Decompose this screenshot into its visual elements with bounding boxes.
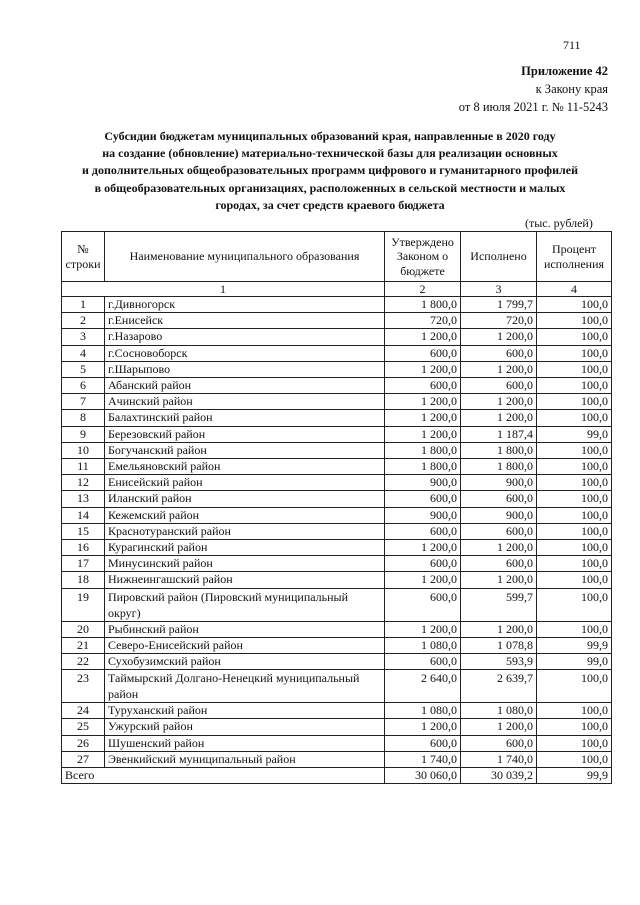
execution-percent: 100,0 [537,410,612,426]
row-number: 21 [62,637,105,653]
execution-percent: 100,0 [537,329,612,345]
row-number: 15 [62,523,105,539]
total-approved: 30 060,0 [385,768,461,784]
execution-percent: 100,0 [537,459,612,475]
approved-amount: 1 200,0 [385,572,461,588]
municipality-name: Ачинский район [105,394,385,410]
row-number: 26 [62,735,105,751]
header-approved: Утверждено Законом о бюджете [385,232,461,282]
executed-amount: 1 799,7 [461,297,537,313]
municipality-name: Березовский район [105,426,385,442]
column-index: 3 [461,282,537,297]
execution-percent: 100,0 [537,556,612,572]
municipality-name: г.Шарыпово [105,361,385,377]
table-row [62,345,612,361]
execution-percent: 100,0 [537,507,612,523]
row-number: 19 [62,588,105,621]
approved-amount: 1 800,0 [385,459,461,475]
executed-amount: 2 639,7 [461,670,537,703]
column-index: 1 [62,282,385,297]
executed-amount: 1 187,4 [461,426,537,442]
table-header-row [62,232,612,282]
header-percent: Процент исполнения [537,232,612,282]
executed-amount: 900,0 [461,475,537,491]
executed-amount: 1 200,0 [461,410,537,426]
executed-amount: 720,0 [461,313,537,329]
table-row [62,572,612,588]
execution-percent: 100,0 [537,540,612,556]
execution-percent: 100,0 [537,588,612,621]
column-index: 4 [537,282,612,297]
table-row [62,297,612,313]
municipality-name: Ужурский район [105,719,385,735]
appendix-law: к Закону края [535,82,608,96]
row-number: 17 [62,556,105,572]
row-number: 10 [62,442,105,458]
municipality-name: г.Дивногорск [105,297,385,313]
row-number: 6 [62,378,105,394]
executed-amount: 600,0 [461,378,537,394]
municipality-name: Иланский район [105,491,385,507]
appendix-block [459,62,608,116]
table-row [62,507,612,523]
approved-amount: 1 800,0 [385,442,461,458]
row-number: 12 [62,475,105,491]
table-row [62,410,612,426]
execution-percent: 100,0 [537,751,612,767]
heading-line: и дополнительных общеобразовательных программ цифрового и гуманитарного профилей [81,163,578,178]
row-number: 9 [62,426,105,442]
municipality-name: Сухобузимский район [105,654,385,670]
municipality-name: Северо-Енисейский район [105,637,385,653]
row-number: 8 [62,410,105,426]
header-name: Наименование муниципального образования [105,232,385,282]
executed-amount: 1 200,0 [461,540,537,556]
table-row [62,491,612,507]
municipality-name: г.Сосновоборск [105,345,385,361]
table-row [62,719,612,735]
municipality-name: Пировский район (Пировский муниципальный округ) [105,588,385,621]
row-number: 22 [62,654,105,670]
execution-percent: 100,0 [537,394,612,410]
executed-amount: 1 200,0 [461,719,537,735]
executed-amount: 1 200,0 [461,361,537,377]
approved-amount: 600,0 [385,588,461,621]
executed-amount: 593,9 [461,654,537,670]
table-row [62,426,612,442]
executed-amount: 600,0 [461,735,537,751]
table-row [62,394,612,410]
subsidy-table [61,231,612,784]
execution-percent: 100,0 [537,297,612,313]
executed-amount: 1 200,0 [461,394,537,410]
executed-amount: 600,0 [461,345,537,361]
approved-amount: 1 200,0 [385,719,461,735]
executed-amount: 600,0 [461,523,537,539]
approved-amount: 1 200,0 [385,394,461,410]
table-row [62,378,612,394]
table-row [62,556,612,572]
row-number: 27 [62,751,105,767]
approved-amount: 1 080,0 [385,703,461,719]
page-number: 711 [563,38,581,52]
approved-amount: 900,0 [385,475,461,491]
executed-amount: 1 800,0 [461,442,537,458]
table-row [62,442,612,458]
approved-amount: 1 200,0 [385,426,461,442]
executed-amount: 1 078,8 [461,637,537,653]
approved-amount: 600,0 [385,735,461,751]
approved-amount: 1 200,0 [385,361,461,377]
table-row [62,313,612,329]
appendix-title: Приложение 42 [521,64,608,78]
municipality-name: Рыбинский район [105,621,385,637]
units-label: (тыс. рублей) [525,216,593,230]
approved-amount: 600,0 [385,491,461,507]
heading-line: на создание (обновление) материально-технической базы для реализации основных [102,146,558,161]
approved-amount: 1 200,0 [385,329,461,345]
municipality-name: Енисейский район [105,475,385,491]
heading-line: Субсидии бюджетам муниципальных образований края, направленные в 2020 году [104,129,556,143]
heading-line: в общеобразовательных организациях, расположенных в сельской местности и малых [94,180,566,195]
municipality-name: Минусинский район [105,556,385,572]
municipality-name: Шушенский район [105,735,385,751]
municipality-name: Кежемский район [105,507,385,523]
row-number: 5 [62,361,105,377]
execution-percent: 100,0 [537,523,612,539]
row-number: 2 [62,313,105,329]
approved-amount: 1 200,0 [385,540,461,556]
table-row [62,540,612,556]
execution-percent: 100,0 [537,703,612,719]
executed-amount: 1 800,0 [461,459,537,475]
municipality-name: Нижнеингашский район [105,572,385,588]
execution-percent: 99,0 [537,426,612,442]
heading-line: городах, за счет средств краевого бюджета [215,197,445,212]
table-row [62,654,612,670]
municipality-name: Емельяновский район [105,459,385,475]
row-number: 23 [62,670,105,703]
total-percent: 99,9 [537,768,612,784]
municipality-name: г.Енисейск [105,313,385,329]
execution-percent: 100,0 [537,621,612,637]
table-row [62,588,612,621]
executed-amount: 1 200,0 [461,621,537,637]
table-row [62,475,612,491]
municipality-name: Абанский район [105,378,385,394]
row-number: 20 [62,621,105,637]
table-row [62,670,612,703]
approved-amount: 600,0 [385,556,461,572]
execution-percent: 100,0 [537,491,612,507]
table-row [62,459,612,475]
execution-percent: 100,0 [537,735,612,751]
approved-amount: 1 800,0 [385,297,461,313]
document-heading [50,128,610,214]
row-number: 13 [62,491,105,507]
executed-amount: 1 200,0 [461,329,537,345]
execution-percent: 100,0 [537,378,612,394]
row-number: 1 [62,297,105,313]
row-number: 18 [62,572,105,588]
approved-amount: 1 200,0 [385,621,461,637]
column-index-row [62,282,612,297]
table-row [62,329,612,345]
row-number: 24 [62,703,105,719]
row-number: 11 [62,459,105,475]
table-row [62,637,612,653]
row-number: 14 [62,507,105,523]
executed-amount: 1 740,0 [461,751,537,767]
executed-amount: 600,0 [461,491,537,507]
column-index: 2 [385,282,461,297]
approved-amount: 900,0 [385,507,461,523]
execution-percent: 100,0 [537,361,612,377]
approved-amount: 600,0 [385,378,461,394]
municipality-name: Краснотуранский район [105,523,385,539]
execution-percent: 100,0 [537,345,612,361]
total-row [62,768,612,784]
table-row [62,751,612,767]
execution-percent: 100,0 [537,313,612,329]
approved-amount: 600,0 [385,654,461,670]
executed-amount: 600,0 [461,556,537,572]
total-executed: 30 039,2 [461,768,537,784]
approved-amount: 2 640,0 [385,670,461,703]
execution-percent: 100,0 [537,719,612,735]
row-number: 25 [62,719,105,735]
header-executed: Исполнено [461,232,537,282]
total-label: Всего [62,768,385,784]
municipality-name: г.Назарово [105,329,385,345]
table-row [62,361,612,377]
municipality-name: Таймырский Долгано-Ненецкий муниципальный район [105,670,385,703]
approved-amount: 1 080,0 [385,637,461,653]
row-number: 3 [62,329,105,345]
executed-amount: 1 080,0 [461,703,537,719]
appendix-date: от 8 июля 2021 г. № 11-5243 [458,100,608,114]
row-number: 7 [62,394,105,410]
table-row [62,523,612,539]
header-num: № строки [62,232,105,282]
municipality-name: Эвенкийский муниципальный район [105,751,385,767]
row-number: 16 [62,540,105,556]
approved-amount: 600,0 [385,345,461,361]
execution-percent: 100,0 [537,572,612,588]
table-row [62,735,612,751]
municipality-name: Туруханский район [105,703,385,719]
executed-amount: 1 200,0 [461,572,537,588]
execution-percent: 100,0 [537,475,612,491]
municipality-name: Богучанский район [105,442,385,458]
execution-percent: 100,0 [537,670,612,703]
table-row [62,621,612,637]
executed-amount: 599,7 [461,588,537,621]
execution-percent: 99,0 [537,654,612,670]
table-row [62,703,612,719]
approved-amount: 600,0 [385,523,461,539]
municipality-name: Курагинский район [105,540,385,556]
row-number: 4 [62,345,105,361]
municipality-name: Балахтинский район [105,410,385,426]
executed-amount: 900,0 [461,507,537,523]
execution-percent: 99,9 [537,637,612,653]
approved-amount: 720,0 [385,313,461,329]
execution-percent: 100,0 [537,442,612,458]
approved-amount: 1 200,0 [385,410,461,426]
approved-amount: 1 740,0 [385,751,461,767]
